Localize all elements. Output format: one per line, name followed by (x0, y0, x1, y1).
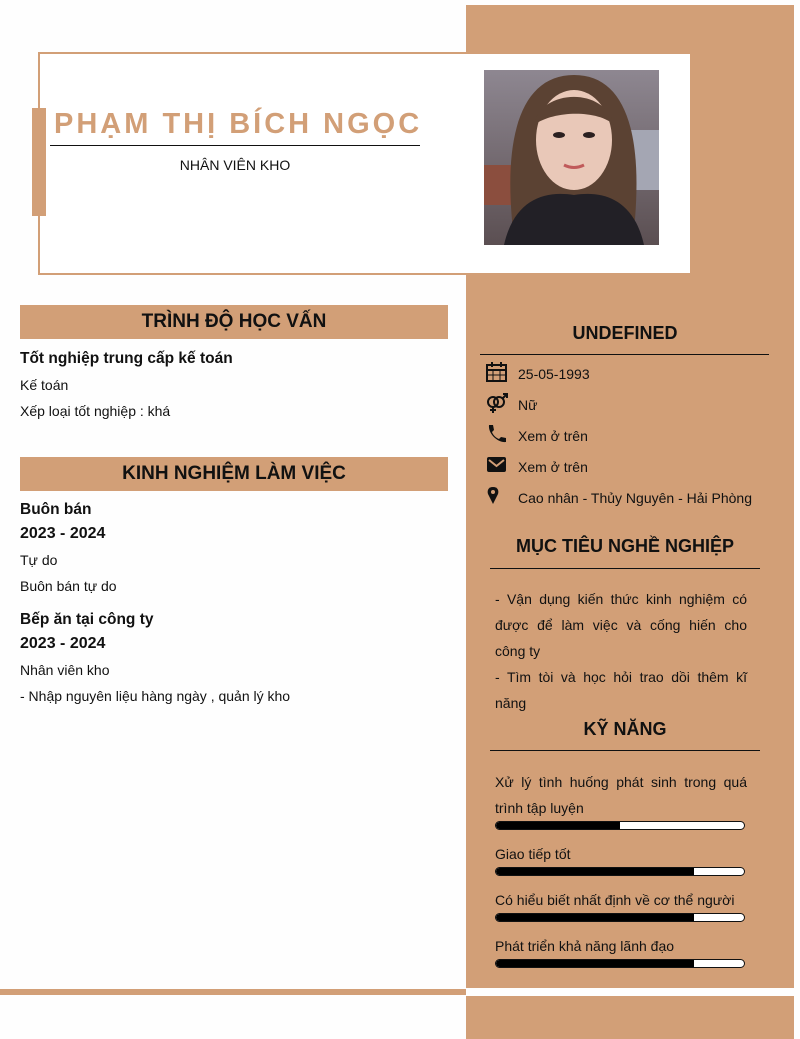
skills-section-title: KỸ NĂNG (583, 719, 667, 739)
skill-bar (495, 913, 745, 922)
experience-company: Buôn bán (20, 501, 92, 518)
skill-label: Phát triển khả năng lãnh đạo (495, 938, 675, 954)
objective-section-title: MỤC TIÊU NGHỀ NGHIỆP (515, 536, 734, 556)
contact-section-title: UNDEFINED (572, 323, 678, 343)
email-icon (486, 455, 508, 475)
skill-bar-fill (496, 868, 694, 875)
objective-line: - Tìm tòi và học hỏi trao dồi thêm kĩ năng (495, 669, 747, 711)
experience-position: Tự do (20, 552, 58, 568)
skill-label: Xử lý tình huống phát sinh trong quá trình tập luyện (495, 774, 747, 816)
phone-icon (486, 424, 508, 444)
experience-company: Bếp ăn tại công ty (20, 611, 154, 628)
address: Cao nhân - Thủy Nguyên - Hải Phòng (518, 490, 752, 506)
job-title: NHÂN VIÊN KHO (179, 157, 291, 173)
education-school: Tốt nghiệp trung cấp kế toán (20, 350, 233, 367)
header-accent-bar (32, 108, 46, 216)
experience-position: Nhân viên kho (20, 662, 110, 678)
skills-rule (490, 750, 760, 751)
candidate-name: PHẠM THỊ BÍCH NGỌC (54, 108, 423, 140)
name-underline (50, 145, 420, 146)
bottom-right-block (466, 996, 794, 1039)
skill-bar-fill (496, 822, 620, 829)
objective-rule (490, 568, 760, 569)
objective-line: - Vận dụng kiến thức kinh nghiệm có được để làm việc và cống hiến cho công ty (495, 591, 747, 659)
experience-period: 2023 - 2024 (20, 635, 106, 652)
profile-photo-illustration (484, 70, 659, 245)
birthday: 25-05-1993 (518, 366, 590, 382)
experience-section-title: KINH NGHIỆM LÀM VIỆC (20, 457, 448, 491)
location-icon (486, 486, 508, 506)
education-grade: Xếp loại tốt nghiệp : khá (20, 403, 171, 419)
contact-rule (480, 354, 769, 355)
phone: Xem ở trên (518, 428, 588, 444)
gender: Nữ (518, 397, 538, 413)
experience-period: 2023 - 2024 (20, 525, 106, 542)
experience-description: - Nhập nguyên liệu hàng ngày , quản lý kho (20, 688, 291, 704)
education-section-title: TRÌNH ĐỘ HỌC VẤN (20, 305, 448, 339)
skill-bar (495, 821, 745, 830)
skill-bar-fill (496, 960, 694, 967)
education-major: Kế toán (20, 377, 69, 393)
skill-bar-fill (496, 914, 694, 921)
calendar-icon (486, 362, 508, 382)
bottom-divider (0, 989, 466, 995)
skill-bar (495, 867, 745, 876)
gender-icon (486, 393, 508, 413)
skill-bar (495, 959, 745, 968)
experience-description: Buôn bán tự do (20, 578, 117, 594)
profile-photo (484, 70, 659, 245)
skill-label: Có hiểu biết nhất định về cơ thể người (495, 892, 735, 908)
skill-label: Giao tiếp tốt (495, 846, 571, 862)
email: Xem ở trên (518, 459, 588, 475)
